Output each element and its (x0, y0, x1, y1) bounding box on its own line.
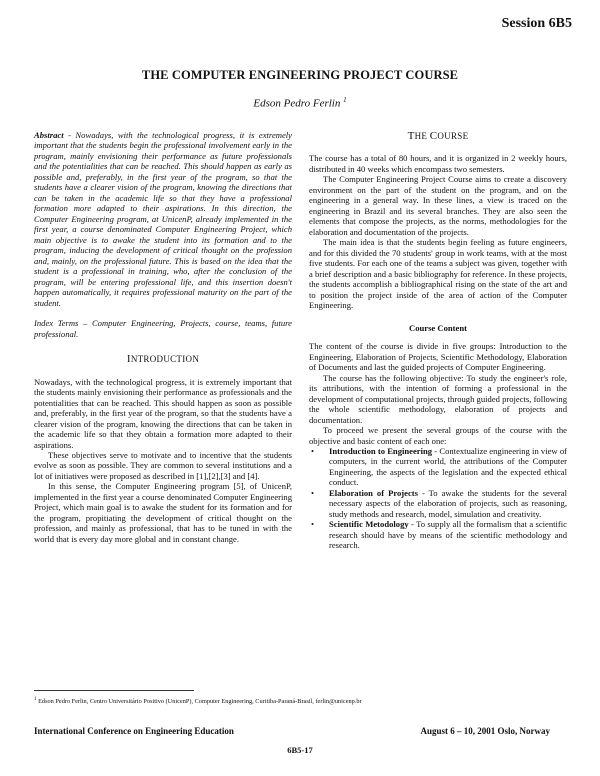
course-paragraph: The main idea is that the students begin feeling as future engineers, and for this divided the 70 students' group in work teams, with at the most five students. For each one of the teams a subject was given, together with a brief description and a basic bibliography for reference. In these projects, the students accomplish a bibliographical rising on the state of the art and to position the project inside of the area of action of the Computer Engineering. (309, 237, 567, 311)
intro-paragraph: Nowadays, with the technological progress, it is extremely important that the students mainly envisioning their performance as professionals and the potentialities that can be reached. This should happen as soon as possible and, preferably, in the first year of the program, so that the students have a clearer vision of the program, knowing the directions that can be taken in the academic life so that they obtain a formation more adapted to their aspirations. (34, 376, 292, 450)
left-column (34, 130, 292, 544)
course-heading: THE COURSE (407, 130, 469, 142)
bullet-icon: • (311, 487, 315, 498)
conference-date-location: August 6 – 10, 2001 Oslo, Norway (420, 726, 550, 736)
content-bullet-list (309, 446, 567, 551)
abstract-label: Abstract (34, 130, 64, 140)
session-label: Session 6B5 (501, 16, 572, 31)
course-paragraph: The Computer Engineering Project Course aims to create a discovery environment on the part of the student on the program, and on the engineering in a general way. In these lines, a view is traced on the engineering in Brazil and its several branches. They are also seen the elements that compose the projects, as the norms, methodologies for the elaboration and documentation of the projects. (309, 174, 567, 237)
abstract (34, 130, 292, 308)
content-paragraph: The content of the course is divide in five groups: Introduction to the Engineering, Elaboration of Projects, Scientific Methodology, Elaboration of Documents and last the guided projects of Computer Engineering. (309, 341, 567, 373)
abstract-text: - Nowadays, with the technological progress, it is extremely important that the students begin the professional involvement early in the program, mainly envisioning their performance as future professionals and the potentialities that can be reached. This should happen as early as possible and, preferably, in the first year of the program, so that the students have a clearer vision of the program, knowing the directions that can be taken in the academic life so that they have a professional formation more adapted to their aspirations. In this direction, the Computer Engineering program, at UnicenP, already implemented in the first year, a course denominated Computer Engineering Project, which main objective is to awake the student into its formation and to the program, inducing the development of critical thought on the profession and, mainly, on the professional future. This is based on the idea that the student is a professional in training, who, after the conclusion of the program, will be entering professional life, and this insertion doesn't happen automatically, it requires professional maturity on the part of the student. (34, 130, 292, 308)
course-content-heading: Course Content (408, 322, 467, 333)
course-paragraph: The course has a total of 80 hours, and it is organized in 2 weekly hours, distributed in 40 weeks which encompass two semesters. (309, 153, 567, 174)
intro-paragraph: These objectives serve to motivate and to incentive that the students evolve as soon as possible. They are common to several institutions and a lot of initiatives were proposed as described in [1],[2],[3] and [4]. (34, 450, 292, 481)
author-footnote-mark: 1 (343, 96, 347, 104)
content-paragraph: To proceed we present the several groups of the course with the objective and basic content of each one: (309, 425, 567, 446)
right-column (309, 130, 567, 551)
list-item: • Elaboration of Projects - To awake the students for the several necessary aspects of the elaboration of projects, such as reasoning, study methods and research, model, simulation and creativity. (311, 487, 567, 519)
paper-title: THE COMPUTER ENGINEERING PROJECT COURSE (141, 68, 459, 82)
list-item: • Introduction to Engineering - Contextualize engineering in view of computers, in the current world, the attributions of the Computer Engineering, the aspects of the legislation and the expected ethical conduct. (311, 446, 568, 488)
introduction-heading: INTRODUCTION (126, 353, 200, 366)
content-paragraph: The course has the following objective: To study the engineer's role, its attributions, with the intention of forming a professional in the development of computational projects, through guided projects, following the whole scientific methodology, elaboration of projects and documentation. (309, 372, 567, 425)
footnote-rule (34, 690, 194, 691)
intro-paragraph: In this sense, the Computer Engineering program [5], of UnicenP, implemented in the first year a course denominated Computer Engineering Project, which main goal is to awake the student for its formation and for the program, propitiating the development of critical thought on the profession, and mainly as professional, that has to be tuned in with the world that is every day more global and in constant change. (34, 481, 292, 544)
bullet-icon: • (311, 519, 315, 530)
conference-name: International Conference on Engineering Education (34, 726, 234, 736)
footnote: $^1$ Edson Pedro Ferlin, Centro Universitário Positivo (UnicenP), Computer Engineering, Curitiba-Paraná-Brasil, ferlin@unicenp.br (34, 697, 362, 706)
index-terms: Index Terms – Computer Engineering, Projects, course, teams, future professional. (34, 318, 292, 339)
list-item: • Scientific Metodology - To supply all the formalism that a scientific research should have by means of the scientific methodology and research. (311, 519, 567, 551)
author (0, 96, 600, 110)
page-number: 6B5-17 (287, 745, 313, 755)
bullet-icon: • (311, 446, 315, 456)
author-name: Edson Pedro Ferlin (253, 97, 341, 110)
